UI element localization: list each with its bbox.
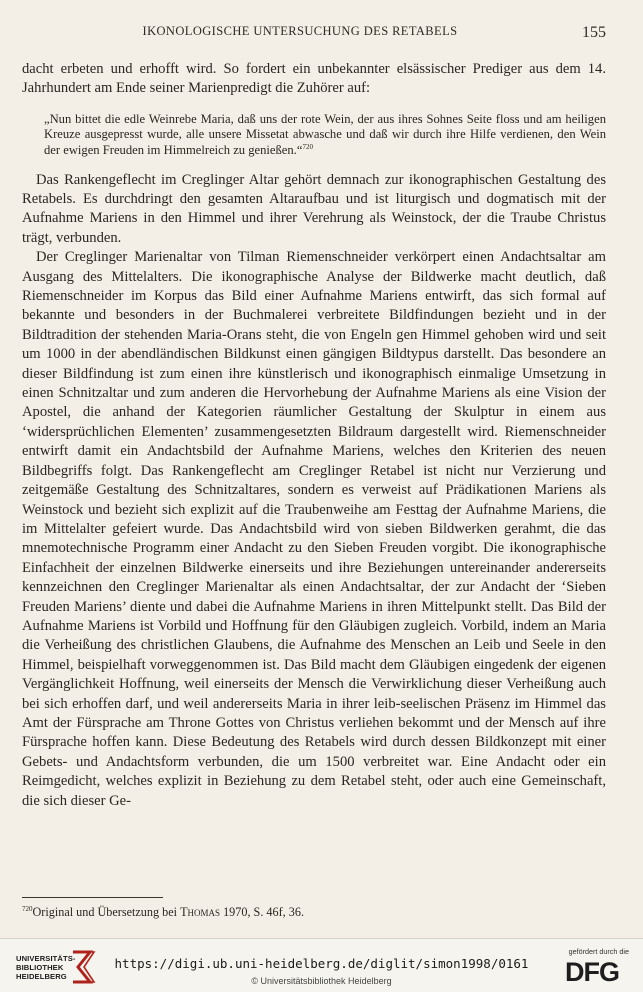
paragraph-2: Das Rankengeflecht im Creglinger Altar gehört demnach zur ikonographischen Gestaltung des Retabels. Es durchdringt den gesamten Altaraufbau und ist liturgisch und dogmatisch mit der Aufnahme Mariens in den Himmel und ihrer Verehrung als Weinstock, der die Traube Christus trägt, verbunden.: [22, 171, 606, 246]
footnote-reference[interactable]: 720: [302, 142, 313, 151]
body-text: [22, 60, 606, 811]
footnote: [22, 905, 582, 920]
footnote-text-before: Original und Übersetzung bei: [32, 905, 181, 919]
dfg-funding-logo[interactable]: [563, 947, 629, 987]
page-number: 155: [582, 24, 606, 41]
paragraph-3: Der Creglinger Marienaltar von Tilman Riemenschneider verkörpert einen Andachtsaltar am Ausgang des Mittelalters. Die ikonographische Analyse der Bildwerke macht deutlich, daß Riemenschneider im Korpus das Bild einer Aufnahme Mariens entwirft, das sich formal auf bekannte und besonders in der Buchmalerei verbreitete Bildfindungen bezieht und in der Bildtradition der stehenden Maria-Orans steht, die von Engeln gen Himmel gehoben wird und seit um 1000 in der abendländischen Bildkunst einen gängigen Bildtypus darstellt. Das besondere an dieser Bildfindung ist zum einen ihre künstlerisch und ikonographisch einmalige Umsetzung in einen Schnitzaltar und zum anderen die Hervorhebung der Aufnahme Mariens als eine Vision der Apostel, die anhand der Kategorien räumlicher Gestaltung der Skulptur in einem aus ‘widersprüchlichen Elementen’ zusammengesetzten Bildraum dargestellt wird. Riemenschneider entwirft damit ein Andachtsbild der Aufnahme Mariens, welches den Kriterien des neuen Bildbegriffs folgt. Das Rankengeflecht am Creglinger Retabel ist nicht nur Verzierung und zeitgemäße Gestaltung des Schnitzaltares, sondern es verweist auf Prädikationen Mariens als Weinstock und bezieht sich explizit auf die Traubenweihe am Festtag der Aufnahme Mariens, die im Mittelalter gefeiert wurde. Das Andachtsbild wird von sieben Bildwerken gerahmt, die das mnemotechnische Programm einer Andacht zu den Sieben Freuden vorgibt. Die ikonographische Einfachheit der einzelnen Bildwerke einerseits und ihre Beziehungen untereinander andererseits kennzeichnen den Creglinger Marienaltar als einen Andachtsaltar, der zur Andacht der ‘Sieben Freuden Mariens’ diente und dabei die Aufnahme Mariens in ihren Mittelpunkt stellt. Das Bild der Aufnahme Mariens ist Vorbild und Hoffnung für den Gläubigen zugleich. Vorbild, indem an Maria die Verheißung des christlichen Glaubens, die Aufnahme des Menschen an Leib und Seele in den Himmel, beispielhaft vorweggenommen ist. Das Bild macht dem Gläubigen eingedenk der eigenen Vergänglichkeit Hoffnung, weil einerseits der Mensch die Verwirklichung dieser Verheißung auch bei sich erhoffen darf, und weil andererseits Maria in ihrer leib-seelischen Präsenz im Himmel das Amt der Fürsprache am Throne Gottes von Christus verliehen bekommt und der Mensch auf ihre Fürsprache hoffen kann. Diese Bedeutung des Retabels wird durch dessen Bildkonzept mit einer Gebets- und Andachtsform verbunden, die um 1500 verbreitet war. Eine Andacht oder ein Reimgedicht, welches explizit in Beziehung zu dem Retabel steht, oder auch eine Gemeinschaft, die sich dieser Ge-: [22, 249, 606, 809]
footnote-divider: [22, 897, 163, 898]
dfg-logo-text: DFG: [565, 957, 619, 986]
footnote-number: 720: [22, 904, 33, 913]
page-header: [0, 22, 643, 48]
permalink-url[interactable]: https://digi.ub.uni-heidelberg.de/diglit/simon1998/0161: [114, 956, 529, 971]
library-name-line-1: UNIVERSITÄTS-: [16, 954, 76, 963]
dfg-caption: gefördert durch die: [568, 947, 629, 956]
paragraph-1: dacht erbeten und erhofft wird. So fordert ein unbekannter elsässischer Prediger aus dem 14. Jahrhundert am Ende seiner Marienpredigt die Zuhörer auf:: [22, 61, 606, 97]
running-title: IKONOLOGISCHE UNTERSUCHUNG DES RETABELS: [142, 24, 458, 38]
dfg-logo-icon: [565, 956, 629, 986]
digitization-footer: [0, 938, 643, 992]
copyright-notice: © Universitätsbibliothek Heidelberg: [251, 976, 392, 986]
quote-text: „Nun bittet die edle Weinrebe Maria, daß uns der rote Wein, der aus ihres Sohnes Seite floss und am heiligen Kreuze ausgepresst wurde, alle unsere Missetat abwasche und daß wir durch ihre Hilfe verdienen, den Wein der ewigen Freuden im Himmelreich zu genießen.“: [44, 111, 606, 157]
footnote-text-after: 1970, S. 46f, 36.: [220, 905, 304, 919]
footnote-author: Thomas: [180, 905, 221, 919]
library-name-line-3: HEIDELBERG: [16, 972, 67, 981]
block-quote: [44, 112, 606, 159]
library-name-line-2: BIBLIOTHEK: [16, 963, 64, 972]
